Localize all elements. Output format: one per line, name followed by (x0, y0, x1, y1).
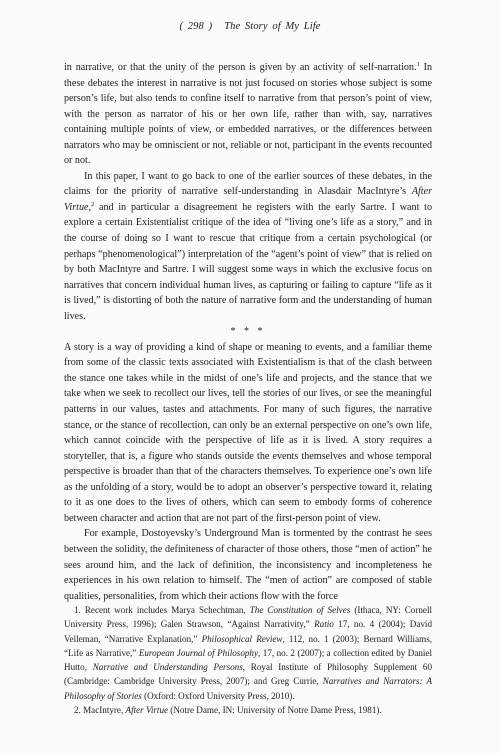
footnote-text: 2. MacIntyre, (74, 705, 126, 716)
paragraph-2 (64, 169, 432, 324)
footnote-text: 1. Recent work includes Marya Schechtman, (74, 605, 250, 615)
footnote-2 (64, 703, 432, 717)
footnote-1 (64, 603, 432, 703)
footnote-text: 17, no. 4 (2004); David Velleman, “Narrative Explanation,” (64, 619, 432, 644)
paragraph-3: A story is a way of providing a kind of shape or meaning to events, and a familiar theme from some of the classic texts associated with Existentialism is that of the clash between the stance one takes while in the midst of one’s life and projects, and the stance that we take when we seek to recollect our lives, tell the stories of our lives, or see the meaningful patterns in our values, tastes and attachments. For many of such figures, the narrative stance, or the stance of recollection, can only be an external perspective on one’s own life, which cannot coincide with the perspective of life as it is lived. A story requires a storyteller, that is, a figure who stands outside the events themselves and whose temporal perspective is broader than that of the characters themselves. To experience one’s own life as the unfolding of a story, would be to adopt an observer’s perspective toward it, relating to it as one does to the lives of others, which can seem to embody forms of coherence between character and action that are not part of the first-person point of view. (64, 341, 432, 524)
cited-title: The Constitution of Selves (249, 605, 351, 615)
paragraph-1 (64, 60, 432, 169)
footnote-text: , Royal Institute of Philosophy Supplement 60 (Cambridge: Cambridge University Press, 2007); and Greg Currie, (64, 662, 432, 687)
footnote-text: , 112, no. 1 (2003); Bernard Williams, “Life as Narrative,” (64, 633, 433, 658)
paragraph-1-text-b: In these debates the interest in narrative is not just focused on stories whose subject is some person’s life, but also tends to confine itself to narrative from that person’s point of view, with the person as narrator of his or her own life, rather than with, say, narratives containing multiple points of view, or embedded narratives, or the differences between narrators who may be omniscient or not, reliable or not, participant in the events recounted or not. (64, 62, 432, 167)
book-title-after-virtue: After Virtue (64, 186, 432, 213)
paragraph-4: For example, Dostoyevsky’s Underground Man is tormented by the contrast he sees between the solidity, the definiteness of character of those others, those “men of action” he sees around him, and the lack of definition, the inconsistency and incompleteness he experiences in his own relation to himself. The “men of action” are composed of stable qualities, personalities, from which their actions flow with the force (64, 528, 432, 602)
footnote-text: (Oxford: Oxford University Press, 2010). (141, 690, 295, 701)
footnote-text: (Notre Dame, IN: University of Notre Dame Press, 1981). (168, 705, 382, 716)
cited-title: European Journal of Philosophy (138, 647, 259, 658)
footnote-text: , 17, no. 2 (2007); a collection edited by Daniel Hutto, (64, 647, 432, 673)
paragraph-2-text-a: In this paper, I want to go back to one of the earlier sources of these debates, in the claims for the priority of narrative self-understanding in Alasdair MacIntyre’s (64, 170, 432, 198)
body-text (64, 60, 432, 604)
paragraph-2-text-b: and in particular a disagreement he registers with the early Sartre. I want to explore a certain Existentialist critique of the idea of “living one’s life as a story,” and in the course of doing so I want to rescue that critique from a certain psychological (or perhaps “phenomenological”) interpretation of the “agent’s point of view” that is relied on by both MacIntyre and Sartre. I will suggest some ways in which the exclusive focus on narratives that concern individual human lives, as capturing or failing to capture “life as it is lived,” is distorting of both the nature of narrative form and the understanding of human lives. (64, 201, 432, 322)
cited-title: Philosophical Review (201, 633, 283, 644)
footnotes (64, 603, 432, 717)
page-number: ( 298 ) (179, 21, 213, 32)
footnote-ref-1[interactable]: 1 (416, 61, 420, 68)
cited-title: Narrative and Understanding Persons (92, 662, 243, 673)
cited-title: After Virtue (125, 705, 169, 716)
footnote-ref-2[interactable]: 2 (91, 200, 95, 208)
running-title: The Story of My Life (224, 21, 321, 32)
paragraph-1-text-a: in narrative, or that the unity of the person is given by an activity of self-narration. (64, 62, 417, 73)
running-header (0, 21, 500, 32)
footnote-text: (Ithaca, NY: Cornell University Press, 1996); Galen Strawson, “Against Narrativity,” (64, 605, 433, 630)
comma: , (88, 201, 92, 213)
cited-title: Narratives and Narrators: A Philosophy of Stories (64, 676, 432, 701)
cited-title: Ratio (314, 619, 334, 630)
section-separator: * * * (230, 326, 266, 338)
